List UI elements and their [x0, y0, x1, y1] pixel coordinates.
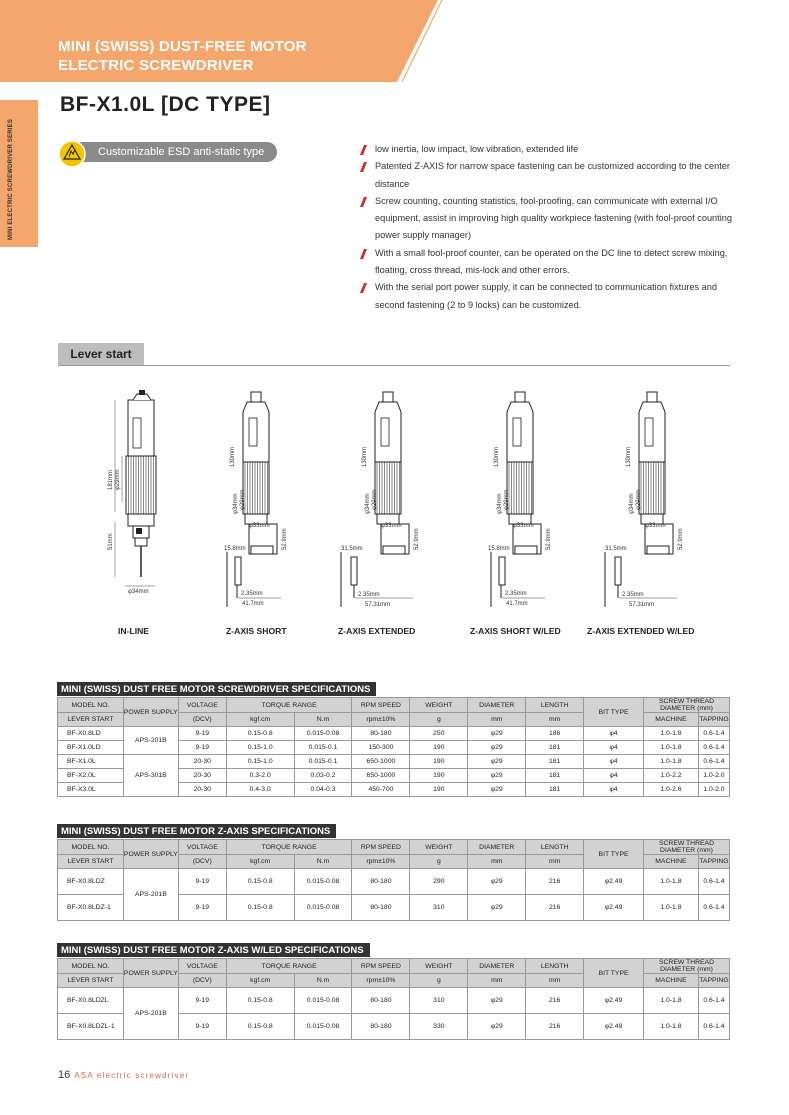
header-cell: mm — [526, 713, 584, 727]
feature-text: With a small fool-proof counter, can be operated on the DC line to detect screw mixing, floating, cross thread, mis-lock and other errors. — [375, 247, 728, 276]
value-cell: 80-180 — [352, 1014, 410, 1040]
spec-table-title: MINI (SWISS) DUST FREE MOTOR SCREWDRIVER SPECIFICATIONS — [57, 682, 376, 696]
value-cell: φ2.49 — [584, 1014, 644, 1040]
feature-item — [360, 279, 740, 314]
value-cell: φ4 — [584, 783, 644, 797]
header-cell: mm — [468, 855, 526, 869]
value-cell: 330 — [410, 1014, 468, 1040]
spec-table — [57, 697, 730, 797]
value-cell: 9-19 — [178, 727, 226, 741]
value-cell: 0.04-0.3 — [294, 783, 352, 797]
value-cell: φ29 — [468, 1014, 526, 1040]
dim-label: φ29mm — [240, 489, 246, 510]
product-drawings — [55, 372, 745, 612]
caption-z-extended: Z-AXIS EXTENDED — [338, 626, 416, 636]
page-number: 16 — [58, 1069, 71, 1081]
header-cell: LEVER START — [58, 713, 124, 727]
header-cell: kgf.cm — [226, 974, 294, 988]
model-cell: BF-X3.0L — [58, 783, 124, 797]
value-cell: φ29 — [468, 895, 526, 921]
value-cell: 80-180 — [352, 988, 410, 1014]
value-cell: φ29 — [468, 727, 526, 741]
esd-badge-label: Customizable ESD anti-static type — [98, 146, 265, 158]
value-cell: 9-19 — [178, 988, 226, 1014]
value-cell: φ4 — [584, 727, 644, 741]
dim-label: 31.5mm — [341, 546, 363, 552]
feature-list — [360, 141, 740, 314]
red-slash-icon — [360, 249, 367, 259]
lever-start-section — [58, 343, 730, 366]
value-cell: 0.6-1.4 — [698, 869, 729, 895]
header-cell: LENGTH — [526, 959, 584, 974]
header-cell: TORQUE RANGE — [226, 959, 352, 974]
dim-label: 15.8mm — [224, 546, 246, 552]
value-cell: 0.6-1.4 — [698, 1014, 729, 1040]
page-title: BF-X1.0L [DC TYPE] — [60, 93, 271, 116]
dim-label: 52.9mm — [282, 528, 288, 550]
value-cell: 0.015-0.08 — [294, 1014, 352, 1040]
header-cell: rpm±10% — [352, 855, 410, 869]
value-cell: φ29 — [468, 988, 526, 1014]
value-cell: 0.15-1.0 — [226, 755, 294, 769]
header-cell: SCREW THREAD DIAMETER (mm) — [643, 959, 729, 974]
feature-text: With the serial port power supply, it can be connected to communication fixtures and second fastening (2 to 9 locks) can be customized. — [375, 282, 717, 310]
caption-inline: IN-LINE — [118, 626, 150, 636]
value-cell: 9-19 — [178, 741, 226, 755]
dim-label: 31.5mm — [605, 546, 627, 552]
header-cell: mm — [526, 974, 584, 988]
banner-line-1: MINI (SWISS) DUST-FREE MOTOR — [58, 38, 307, 55]
value-cell: 80-180 — [352, 895, 410, 921]
value-cell: φ4 — [584, 769, 644, 783]
header-cell: WEIGHT — [410, 698, 468, 713]
dim-label: 2.35mm — [505, 591, 527, 597]
value-cell: 181 — [526, 755, 584, 769]
dim-label: φ34mm — [497, 493, 503, 514]
dim-label: 15.8mm — [488, 546, 510, 552]
dim-label: 41.7mm — [506, 601, 528, 607]
value-cell: 310 — [410, 988, 468, 1014]
header-cell: (DCV) — [178, 974, 226, 988]
value-cell: 186 — [526, 727, 584, 741]
model-cell: BF-X1.0L — [58, 755, 124, 769]
dim-label: 130mm — [230, 446, 236, 467]
dim-label: 130mm — [362, 446, 368, 467]
dim-label: 2.35mm — [241, 591, 263, 597]
value-cell: φ29 — [468, 769, 526, 783]
value-cell: 1.0-2.6 — [643, 783, 698, 797]
dim-label: φ29mm — [372, 489, 378, 510]
dim-label: φ33mm — [249, 523, 270, 529]
header-cell: rpm±10% — [352, 713, 410, 727]
value-cell: 1.0-1.8 — [643, 988, 698, 1014]
dim-label: 52.9mm — [546, 528, 552, 550]
model-cell: BF-X0.8LDZL — [58, 988, 124, 1014]
header-cell: RPM SPEED — [352, 840, 410, 855]
header-cell: mm — [526, 855, 584, 869]
value-cell: φ29 — [468, 741, 526, 755]
value-cell: 181 — [526, 769, 584, 783]
header-cell: LEVER START — [58, 974, 124, 988]
banner-title — [58, 37, 307, 75]
value-cell: 650-1000 — [352, 755, 410, 769]
table-row — [58, 755, 730, 769]
caption-z-extended-led: Z-AXIS EXTENDED W/LED — [587, 626, 695, 636]
model-cell: BF-X1.0LD — [58, 741, 124, 755]
header-cell: TORQUE RANGE — [226, 698, 352, 713]
feature-item — [360, 193, 740, 245]
header-cell: rpm±10% — [352, 974, 410, 988]
model-cell: BF-X0.8LDZL-1 — [58, 1014, 124, 1040]
value-cell: φ4 — [584, 755, 644, 769]
header-cell: POWER SUPPLY — [123, 698, 178, 727]
drawing-z-short-led — [488, 392, 552, 607]
value-cell: 80-180 — [352, 727, 410, 741]
header-cell: mm — [468, 713, 526, 727]
dim-label: φ34mm — [629, 493, 635, 514]
header-cell: TORQUE RANGE — [226, 840, 352, 855]
page-footer — [58, 1069, 189, 1081]
value-cell: 1.0-1.8 — [643, 755, 698, 769]
value-cell: φ29 — [468, 783, 526, 797]
value-cell: 0.6-1.4 — [698, 741, 729, 755]
value-cell: 0.15-0.8 — [226, 869, 294, 895]
header-cell: WEIGHT — [410, 959, 468, 974]
red-slash-icon — [360, 283, 367, 293]
side-tab-label: MINI ELECTRIC SCREWDRIVER SERIES — [8, 118, 14, 240]
header-cell: N.m — [294, 855, 352, 869]
dim-label: φ33mm — [645, 523, 666, 529]
value-cell: 181 — [526, 783, 584, 797]
header-cell: VOLTAGE — [178, 698, 226, 713]
spec-table — [57, 839, 730, 921]
value-cell: 9-19 — [178, 869, 226, 895]
header-row — [58, 698, 730, 713]
value-cell: 216 — [526, 1014, 584, 1040]
value-cell: 216 — [526, 869, 584, 895]
header-cell: SCREW THREAD DIAMETER (mm) — [643, 698, 729, 713]
value-cell: φ2.49 — [584, 988, 644, 1014]
value-cell: 0.15-0.8 — [226, 727, 294, 741]
dim-label: 57.31mm — [365, 602, 391, 608]
dim-label: 41.7mm — [242, 601, 264, 607]
side-tab — [0, 100, 38, 247]
value-cell: 9-19 — [178, 1014, 226, 1040]
dim-label: φ34mm — [365, 493, 371, 514]
model-cell: BF-X2.0L — [58, 769, 124, 783]
power-supply-cell: APS-301B — [123, 755, 178, 797]
red-slash-icon — [360, 197, 367, 207]
value-cell: 80-180 — [352, 869, 410, 895]
value-cell: 181 — [526, 741, 584, 755]
header-cell: POWER SUPPLY — [123, 840, 178, 869]
spec-table-title: MINI (SWISS) DUST FREE MOTOR Z-AXIS W/LED SPECIFICATIONS — [57, 943, 370, 957]
value-cell: 1.0-1.8 — [643, 1014, 698, 1040]
esd-warning-icon — [58, 140, 86, 168]
header-cell: TAPPING — [698, 855, 729, 869]
dim-label: 130mm — [494, 446, 500, 467]
value-cell: φ29 — [468, 755, 526, 769]
value-cell: 0.015-0.08 — [294, 895, 352, 921]
red-slash-icon — [360, 162, 367, 172]
model-cell: BF-X0.8LDZ-1 — [58, 895, 124, 921]
dim-label: φ29mm — [504, 489, 510, 510]
power-supply-cell: APS-201B — [123, 988, 178, 1040]
header-cell: kgf.cm — [226, 855, 294, 869]
table-row — [58, 988, 730, 1014]
header-cell: DIAMETER — [468, 698, 526, 713]
power-supply-cell: APS-201B — [123, 727, 178, 755]
value-cell: 190 — [410, 769, 468, 783]
header-cell: VOLTAGE — [178, 959, 226, 974]
dim-label: 2.35mm — [358, 592, 380, 598]
header-cell: (DCV) — [178, 713, 226, 727]
spec-table-z-axis — [57, 821, 730, 921]
model-cell: BF-X0.8LDZ — [58, 869, 124, 895]
header-cell: (DCV) — [178, 855, 226, 869]
value-cell: 1.0-1.8 — [643, 869, 698, 895]
feature-item — [360, 141, 740, 158]
value-cell: 0.015-0.08 — [294, 869, 352, 895]
value-cell: 0.15-0.8 — [226, 988, 294, 1014]
header-banner — [0, 0, 789, 90]
model-cell: BF-X0.8LD — [58, 727, 124, 741]
value-cell: 650-1000 — [352, 769, 410, 783]
value-cell: 1.0-1.8 — [643, 895, 698, 921]
dim-label: 57.31mm — [629, 602, 655, 608]
header-cell: LEVER START — [58, 855, 124, 869]
value-cell: 0.15-0.8 — [226, 1014, 294, 1040]
caption-z-short-led: Z-AXIS SHORT W/LED — [470, 626, 561, 636]
header-row — [58, 959, 730, 974]
value-cell: 216 — [526, 988, 584, 1014]
header-cell: RPM SPEED — [352, 698, 410, 713]
value-cell: 1.0-2.2 — [643, 769, 698, 783]
dim-label: 51mm — [108, 533, 114, 550]
header-cell: MODEL NO. — [58, 840, 124, 855]
header-cell: TAPPING — [698, 713, 729, 727]
value-cell: 1.0-2.0 — [698, 783, 729, 797]
dim-label: φ33mm — [513, 523, 534, 529]
header-cell: BIT TYPE — [584, 840, 644, 869]
value-cell: 0.015-0.1 — [294, 755, 352, 769]
dim-label: φ34mm — [233, 493, 239, 514]
header-cell: MACHINE — [643, 974, 698, 988]
header-cell: MACHINE — [643, 855, 698, 869]
value-cell: 190 — [410, 755, 468, 769]
dim-label: 52.9mm — [414, 528, 420, 550]
table-row — [58, 727, 730, 741]
header-cell: DIAMETER — [468, 959, 526, 974]
value-cell: 9-19 — [178, 895, 226, 921]
drawing-inline — [108, 390, 156, 595]
header-cell: MACHINE — [643, 713, 698, 727]
value-cell: 290 — [410, 869, 468, 895]
value-cell: 190 — [410, 783, 468, 797]
drawing-z-extended — [341, 392, 420, 608]
value-cell: 0.15-0.8 — [226, 895, 294, 921]
header-cell: POWER SUPPLY — [123, 959, 178, 988]
value-cell: φ2.49 — [584, 869, 644, 895]
value-cell: φ2.49 — [584, 895, 644, 921]
header-cell: LENGTH — [526, 840, 584, 855]
value-cell: 190 — [410, 741, 468, 755]
dim-label: φ29mm — [636, 489, 642, 510]
value-cell: 0.15-1.0 — [226, 741, 294, 755]
banner-line-2: ELECTRIC SCREWDRIVER — [58, 57, 254, 74]
spec-table-z-axis-led — [57, 940, 730, 1040]
dim-label: φ29mm — [115, 469, 121, 490]
table-row — [58, 869, 730, 895]
spec-table — [57, 958, 730, 1040]
drawing-z-short — [224, 392, 288, 607]
feature-item — [360, 245, 740, 280]
header-row — [58, 840, 730, 855]
value-cell: 0.3-2.0 — [226, 769, 294, 783]
value-cell: 0.03-0.2 — [294, 769, 352, 783]
header-cell: WEIGHT — [410, 840, 468, 855]
header-cell: N.m — [294, 974, 352, 988]
value-cell: φ29 — [468, 869, 526, 895]
value-cell: 1.0-1.8 — [643, 741, 698, 755]
value-cell: 20-30 — [178, 769, 226, 783]
value-cell: 20-30 — [178, 783, 226, 797]
header-cell: DIAMETER — [468, 840, 526, 855]
value-cell: 0.015-0.1 — [294, 741, 352, 755]
header-cell: MODEL NO. — [58, 698, 124, 713]
value-cell: 0.6-1.4 — [698, 895, 729, 921]
feature-text: Patented Z-AXIS for narrow space fastening can be customized according to the center distance — [375, 161, 730, 189]
value-cell: 0.015-0.08 — [294, 988, 352, 1014]
header-cell: RPM SPEED — [352, 959, 410, 974]
feature-text: low inertia, low impact, low vibration, extended life — [375, 144, 579, 154]
value-cell: φ4 — [584, 741, 644, 755]
dim-label: 52.9mm — [678, 528, 684, 550]
esd-badge — [58, 140, 278, 168]
header-cell: kgf.cm — [226, 713, 294, 727]
brand-text: ASA electric screwdriver — [74, 1071, 190, 1080]
value-cell: 1.0-2.0 — [698, 769, 729, 783]
feature-item — [360, 158, 740, 193]
header-cell: TAPPING — [698, 974, 729, 988]
value-cell: 0.6-1.4 — [698, 727, 729, 741]
value-cell: 0.6-1.4 — [698, 988, 729, 1014]
lever-start-label: Lever start — [58, 343, 144, 365]
value-cell: 250 — [410, 727, 468, 741]
header-cell: MODEL NO. — [58, 959, 124, 974]
dim-label: φ34mm — [128, 589, 149, 595]
spec-table-title: MINI (SWISS) DUST FREE MOTOR Z-AXIS SPECIFICATIONS — [57, 824, 336, 838]
header-cell: BIT TYPE — [584, 698, 644, 727]
header-cell: VOLTAGE — [178, 840, 226, 855]
value-cell: 0.4-3.0 — [226, 783, 294, 797]
value-cell: 20-30 — [178, 755, 226, 769]
header-cell: N.m — [294, 713, 352, 727]
value-cell: 0.015-0.08 — [294, 727, 352, 741]
value-cell: 450-700 — [352, 783, 410, 797]
header-cell: g — [410, 855, 468, 869]
value-cell: 150-300 — [352, 741, 410, 755]
feature-text: Screw counting, counting statistics, fool-proofing, can communicate with external I/O equipment, assist in improving high quality workpiece fastening (with fool-proof counting power supply manager) — [375, 195, 732, 241]
header-cell: g — [410, 713, 468, 727]
power-supply-cell: APS-201B — [123, 869, 178, 921]
spec-table-screwdriver — [57, 679, 730, 797]
header-cell: g — [410, 974, 468, 988]
dim-label: φ33mm — [381, 523, 402, 529]
red-slash-icon — [360, 145, 367, 155]
header-cell: LENGTH — [526, 698, 584, 713]
dim-label: 2.35mm — [622, 592, 644, 598]
header-cell: BIT TYPE — [584, 959, 644, 988]
value-cell: 1.0-1.8 — [643, 727, 698, 741]
value-cell: 216 — [526, 895, 584, 921]
dim-label: 181mm — [108, 469, 114, 490]
value-cell: 310 — [410, 895, 468, 921]
drawing-z-extended-led — [605, 392, 684, 608]
caption-z-short: Z-AXIS SHORT — [226, 626, 287, 636]
value-cell: 0.6-1.4 — [698, 755, 729, 769]
header-cell: SCREW THREAD DIAMETER (mm) — [643, 840, 729, 855]
header-cell: mm — [468, 974, 526, 988]
dim-label: 130mm — [626, 446, 632, 467]
